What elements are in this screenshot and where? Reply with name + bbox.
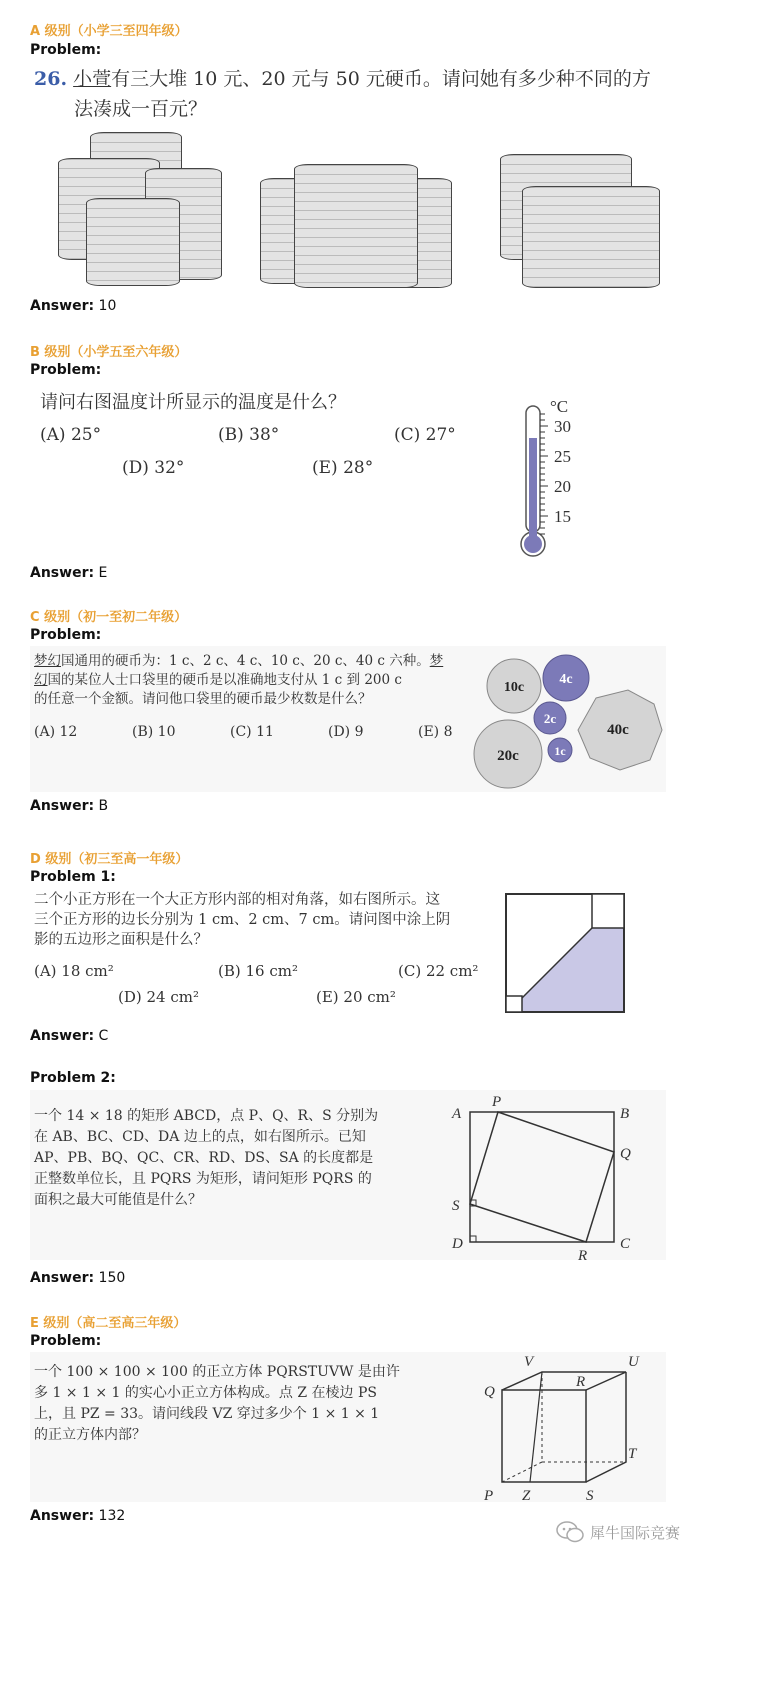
thermo-tick-25: 25 <box>554 447 571 466</box>
option-b-a: (A) 25° <box>40 425 102 445</box>
cube-figure <box>472 1352 652 1504</box>
cube-point-u: U <box>628 1354 639 1370</box>
point-a: A <box>452 1106 462 1122</box>
question-a: 26. 小萱有三大堆 10 元、20 元与 50 元硬币。请问她有多少种不同的方 法凑成一百元？ <box>34 68 651 120</box>
wechat-icon <box>556 1520 584 1544</box>
option-b-d: (D) 32° <box>122 458 185 478</box>
option-d1-b: (B) 16 cm² <box>218 962 298 980</box>
question-number: 26. <box>34 68 68 90</box>
thermo-unit: °C <box>550 397 569 416</box>
answer-d2-value: 150 <box>98 1270 126 1286</box>
option-d1-d: (D) 24 cm² <box>118 988 199 1006</box>
watermark-text: 犀牛国际竞赛 <box>590 1523 681 1542</box>
point-p: P <box>492 1094 502 1110</box>
coin-pile-10 <box>50 128 230 288</box>
option-d1-e: (E) 20 cm² <box>316 988 396 1006</box>
cube-point-t: T <box>628 1446 637 1462</box>
thermometer-figure <box>510 394 610 564</box>
coin-pile-20 <box>260 160 450 290</box>
option-d1-c: (C) 22 cm² <box>398 962 479 980</box>
coin-4c: 4c <box>559 672 573 687</box>
coins-figure <box>470 648 666 792</box>
problem2-label-d: Problem 2: <box>30 1070 116 1086</box>
option-b-e: (E) 28° <box>312 458 374 478</box>
option-c-c: (C) 11 <box>230 724 274 740</box>
problem-label-a: Problem: <box>30 42 102 58</box>
option-c-b: (B) 10 <box>132 724 176 740</box>
point-r: R <box>578 1248 588 1260</box>
option-b-c: (C) 27° <box>394 425 456 445</box>
point-q: Q <box>620 1146 631 1162</box>
option-d1-a: (A) 18 cm² <box>34 962 114 980</box>
level-b-heading: B 级别（小学五至六年级） <box>30 345 188 360</box>
coin-10c: 10c <box>503 680 525 695</box>
answer-e-value: 132 <box>98 1508 126 1524</box>
point-s: S <box>452 1198 460 1214</box>
option-c-a: (A) 12 <box>34 724 78 740</box>
squares-figure <box>504 892 628 1016</box>
answer-a-value: 10 <box>98 298 117 314</box>
cube-point-z: Z <box>522 1488 531 1504</box>
cube-point-s: S <box>586 1488 594 1504</box>
coin-1c: 1c <box>554 744 566 758</box>
level-d-heading: D 级别（初三至高一年级） <box>30 852 189 867</box>
coin-40c: 40c <box>607 722 629 738</box>
problem-label-c: Problem: <box>30 627 102 643</box>
problem-label-e: Problem: <box>30 1333 102 1349</box>
option-c-e: (E) 8 <box>418 724 453 740</box>
rectangle-pqrs-figure <box>446 1090 646 1260</box>
problem1-label-d: Problem 1: <box>30 869 116 885</box>
question-d2: 一个 14 × 18 的矩形 ABCD，点 P、Q、R、S 分别为 在 AB、BC、CD、DA 边上的点，如右图所示。已知 AP、PB、BQ、QC、CR、RD、DS、SA 的长度都是 正整数单位长，且 PQRS 为矩形，请问矩形 PQRS 的 面积之最大可能值是什么？ <box>34 1108 379 1208</box>
question-d1: 二个小正方形在一个大正方形内部的相对角落，如右图所示。这 三个正方形的边长分别为 1 cm、2 cm、7 cm。请问图中涂上阴 影的五边形之面积是什么？ <box>34 892 451 948</box>
level-e-heading: E 级别（高二至高三年级） <box>30 1316 187 1331</box>
answer-c-value: B <box>98 798 109 814</box>
question-b: 请问右图温度计所显示的温度是什么？ <box>40 392 346 413</box>
answer-a: Answer: 10 <box>30 298 117 314</box>
question-c: 梦幻国通用的硬币为：1 c、2 c、4 c、10 c、20 c、40 c 六种。梦 幻国的某位人士口袋里的硬币是以准确地支付从 1 c 到 200 c 的任意一个金额。请问他口袋里的硬币最少枚数是什么？ <box>34 653 444 707</box>
answer-b-value: E <box>98 565 108 581</box>
coin-2c: 2c <box>543 711 557 726</box>
watermark <box>556 1520 680 1544</box>
thermo-tick-30: 30 <box>554 417 571 436</box>
coin-20c: 20c <box>497 748 519 764</box>
question-e: 一个 100 × 100 × 100 的正立方体 PQRSTUVW 是由许 多 1 × 1 × 1 的实心小正立方体构成。点 Z 在棱边 PS 上，且 PZ = 33。请问线段 VZ 穿过多少个 1 × 1 × 1 的正立方体内部？ <box>34 1364 400 1443</box>
option-c-d: (D) 9 <box>328 724 364 740</box>
cube-point-r: R <box>576 1374 586 1390</box>
answer-c: Answer: B <box>30 798 109 814</box>
thermo-tick-15: 15 <box>554 507 571 526</box>
option-b-b: (B) 38° <box>218 425 280 445</box>
point-c: C <box>620 1236 631 1252</box>
cube-point-v: V <box>524 1354 534 1370</box>
cube-point-q: Q <box>484 1384 495 1400</box>
point-d: D <box>452 1236 463 1252</box>
answer-d2: Answer: 150 <box>30 1270 126 1286</box>
cube-point-p: P <box>484 1488 494 1504</box>
point-b: B <box>620 1106 630 1122</box>
problem-label-b: Problem: <box>30 362 102 378</box>
level-c-heading: C 级别（初一至初二年级） <box>30 610 188 625</box>
answer-b: Answer: E <box>30 565 108 581</box>
level-a-heading: A 级别（小学三至四年级） <box>30 24 188 39</box>
coin-pile-50 <box>496 150 666 290</box>
answer-d1: Answer: C <box>30 1028 109 1044</box>
answer-d1-value: C <box>98 1028 109 1044</box>
thermo-tick-20: 20 <box>554 477 571 496</box>
answer-e: Answer: 132 <box>30 1508 126 1524</box>
